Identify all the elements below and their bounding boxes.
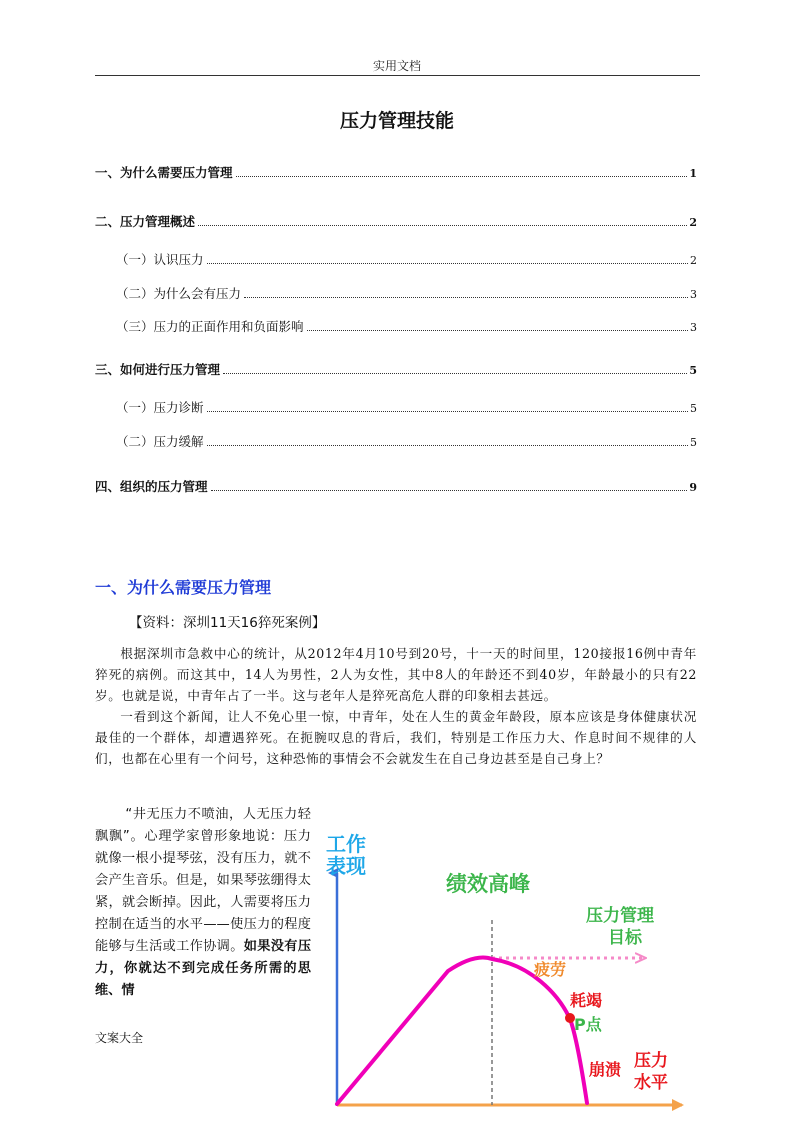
toc-entry[interactable] [116, 398, 697, 416]
document-title: 压力管理技能 [339, 110, 454, 132]
figure-y-label: 工作 [326, 832, 366, 856]
toc-page: 1 [689, 167, 697, 180]
toc-label: （三）压力的正面作用和负面影响 [116, 319, 304, 334]
p-point-label: P点 [574, 1015, 602, 1034]
toc-entry[interactable] [116, 317, 697, 335]
fatigue-label: 疲劳 [534, 960, 567, 979]
collapse-label: 崩溃 [589, 1060, 622, 1079]
section-heading: 一、为什么需要压力管理 [95, 578, 272, 597]
toc-entry[interactable] [116, 432, 697, 450]
toc-label: 二、压力管理概述 [95, 214, 196, 229]
toc-page: 5 [690, 436, 697, 449]
toc-label: （一）认识压力 [116, 252, 204, 267]
toc-page: 2 [689, 216, 697, 229]
figure-x-label: 水平 [634, 1073, 668, 1093]
toc-leader [244, 296, 688, 298]
page-header: 实用文档 [372, 59, 421, 73]
toc-entry[interactable] [95, 477, 697, 495]
toc-label: 三、如何进行压力管理 [95, 362, 221, 377]
peak-label: 绩效高峰 [446, 872, 530, 896]
toc-leader [211, 489, 688, 491]
performance-curve [337, 958, 587, 1105]
toc-page: 9 [689, 481, 697, 494]
toc-label: （二）压力缓解 [116, 434, 204, 449]
toc-label: （一）压力诊断 [116, 400, 204, 415]
toc-leader [198, 224, 687, 226]
toc-entry[interactable] [95, 163, 697, 181]
toc-entry[interactable] [95, 212, 697, 230]
target-label: 压力管理 [586, 906, 654, 926]
toc-page: 3 [690, 321, 697, 334]
toc-page: 2 [690, 254, 697, 267]
toc-entry[interactable] [95, 360, 697, 378]
side-paragraph-bold: 如果没有压力，你就达不到完成任务所需的思维、情 [95, 939, 312, 998]
toc-leader [307, 329, 688, 331]
body-paragraph: 一看到这个新闻，让人不免心里一惊，中青年，处在人生的黄金年龄段，原本应该是身体健康状况最佳的一个群体，却遭遇猝死。在扼腕叹息的背后，我们，特别是工作压力大、作息时间不规律的人们，也都在心里有一个问号，这种恐怖的事情会不会就发生在自己身边甚至是自己身上？ [95, 709, 697, 766]
toc-label: （二）为什么会有压力 [116, 286, 242, 301]
side-paragraph-text: “井无压力不喷油，人无压力轻飘飘”。心理学家曾形象地说：压力就像一根小提琴弦，没有压力，就不会产生音乐。但是，如果琴弦绷得太紧，就会断掉。因此，人需要将压力控制在适当的水平——使压力的程度能够与生活或工作协调。 [95, 807, 311, 954]
target-label: 目标 [608, 928, 642, 948]
side-paragraph [95, 804, 311, 1002]
stress-performance-figure [320, 825, 700, 1115]
toc-leader [207, 444, 688, 446]
resource-label: 【资料：深圳11天16猝死案例】 [129, 615, 326, 631]
toc-leader [207, 262, 688, 264]
toc-page: 5 [690, 402, 697, 415]
toc-label: 一、为什么需要压力管理 [95, 165, 233, 180]
exhaust-label: 耗竭 [570, 991, 603, 1010]
toc-page: 5 [689, 364, 697, 377]
toc-page: 3 [690, 288, 697, 301]
toc-entry[interactable] [116, 284, 697, 302]
figure-x-label: 压力 [634, 1051, 668, 1071]
toc-leader [207, 410, 688, 412]
page-footer: 文案大全 [95, 1031, 144, 1045]
toc-label: 四、组织的压力管理 [95, 479, 208, 494]
header-rule [95, 75, 700, 76]
toc-entry[interactable] [116, 250, 697, 268]
body-paragraph: 根据深圳市急救中心的统计，从2012年4月10号到20号，十一天的时间里，120接报16例中青年猝死的病例。而这其中，14人为男性，2人为女性，其中8人的年龄还不到40岁，年龄最小的只有22岁。也就是说，中青年占了一半。这与老年人是猝死高危人群的印象相去甚远。 [95, 646, 697, 703]
toc-leader [223, 372, 687, 374]
figure-y-label: 表现 [326, 854, 366, 878]
toc-leader [236, 175, 688, 177]
